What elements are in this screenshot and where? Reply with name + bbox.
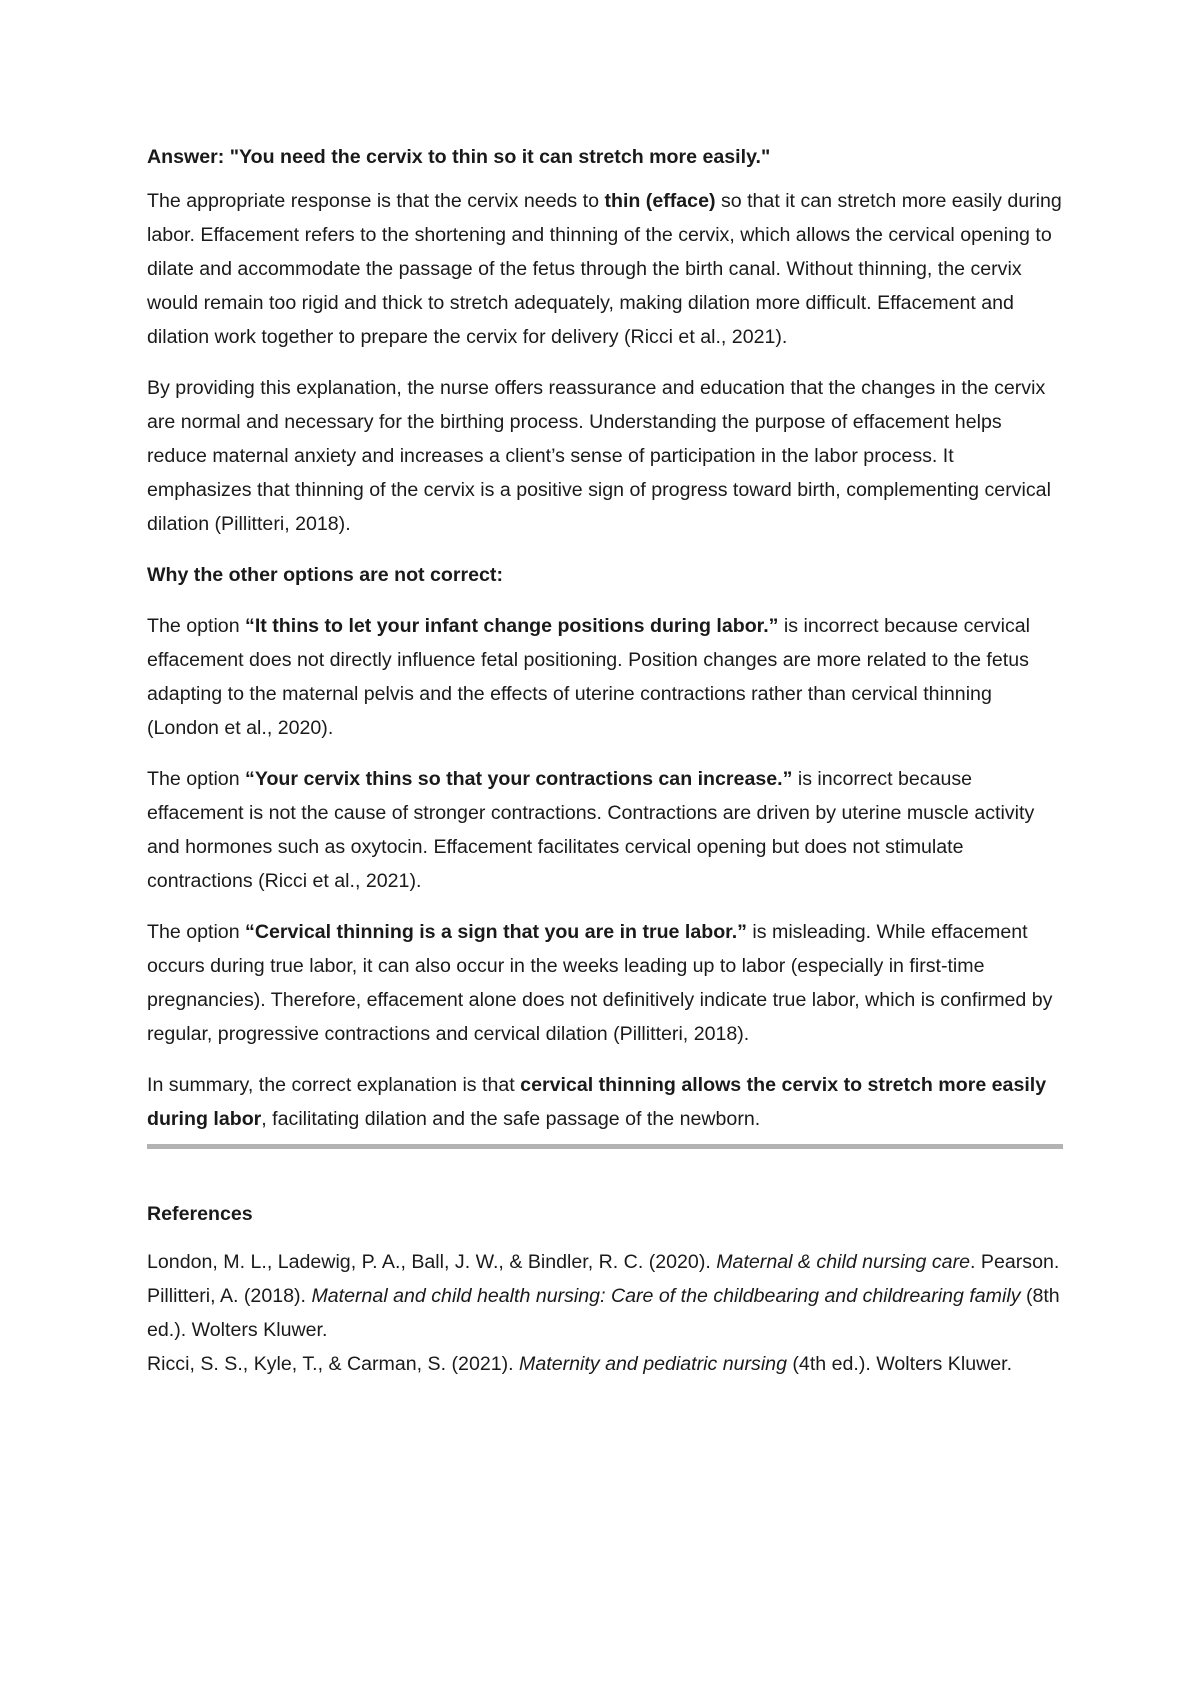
paragraph-text: The option: [147, 921, 246, 943]
paragraph-text: , facilitating dilation and the safe passage of the newborn.: [261, 1108, 761, 1130]
paragraph-text: In summary, the correct explanation is that: [147, 1074, 521, 1096]
summary-bold: cervical thinning allows the cervix to stretch more easily during labor: [147, 1074, 1047, 1130]
bold-term: thin (efface): [604, 190, 716, 212]
document-body: [147, 140, 1063, 1381]
reference-title: Maternal & child nursing care: [716, 1251, 970, 1273]
reference-title: Maternal and child health nursing: Care of the childbearing and childrearing family: [311, 1285, 1021, 1307]
paragraph-text: is misleading. While effacement occurs during true labor, it can also occur in the weeks leading up to labor (especially in first-time pregnancies). Therefore, effacement alone does not definitively indicate true labor, which is confirmed by regular, progressive contractions and cervical dilation (Pillitteri, 2018).: [147, 921, 1053, 1045]
option-quote: “Your cervix thins so that your contractions can increase.”: [245, 768, 793, 790]
reference-item: [147, 1279, 1063, 1347]
option-quote: “It thins to let your infant change positions during labor.”: [245, 615, 779, 637]
option-paragraph-2: [147, 762, 1063, 898]
answer-heading: Answer: "You need the cervix to thin so it can stretch more easily.": [147, 146, 771, 168]
why-heading: Why the other options are not correct:: [147, 564, 503, 586]
reference-title: Maternity and pediatric nursing: [519, 1353, 787, 1375]
reference-text: (4th ed.). Wolters Kluwer.: [786, 1353, 1013, 1375]
reference-item: [147, 1245, 1063, 1279]
paragraph-text: The option: [147, 615, 246, 637]
reference-text: . Pearson.: [970, 1251, 1060, 1273]
reassurance-paragraph: By providing this explanation, the nurse offers reassurance and education that the changes in the cervix are normal and necessary for the birthing process. Understanding the purpose of effacement helps reduce maternal anxiety and increases a client’s sense of participation in the labor process. It emphasizes that thinning of the cervix is a positive sign of progress toward birth, complementing cervical dilation (Pillitteri, 2018).: [147, 377, 1051, 535]
reference-text: Pillitteri, A. (2018).: [147, 1285, 312, 1307]
summary-paragraph: [147, 1068, 1063, 1136]
option-paragraph-3: [147, 915, 1063, 1051]
paragraph-text: is incorrect because effacement is not the cause of stronger contractions. Contractions are driven by uterine muscle activity and hormones such as oxytocin. Effacement facilitates cervical opening but does not stimulate contractions (Ricci et al., 2021).: [147, 768, 1035, 892]
reference-text: (8th ed.). Wolters Kluwer.: [147, 1285, 1060, 1341]
reference-text: London, M. L., Ladewig, P. A., Ball, J. W., & Bindler, R. C. (2020).: [147, 1251, 717, 1273]
paragraph-text: is incorrect because cervical effacement does not directly influence fetal positioning. Position changes are more related to the fetus adapting to the maternal pelvis and the effects of uterine contractions rather than cervical thinning (London et al., 2020).: [147, 615, 1031, 739]
paragraph-text: The appropriate response is that the cervix needs to: [147, 190, 605, 212]
references-list: [147, 1245, 1063, 1381]
reference-text: Ricci, S. S., Kyle, T., & Carman, S. (2021).: [147, 1353, 520, 1375]
horizontal-divider: [147, 1144, 1063, 1149]
reference-item: [147, 1347, 1063, 1381]
references-heading: References: [147, 1203, 253, 1225]
paragraph-text: so that it can stretch more easily during labor. Effacement refers to the shortening and thinning of the cervix, which allows the cervical opening to dilate and accommodate the passage of the fetus through the birth canal. Without thinning, the cervix would remain too rigid and thick to stretch adequately, making dilation more difficult. Effacement and dilation work together to prepare the cervix for delivery (Ricci et al., 2021).: [147, 190, 1062, 348]
option-quote: “Cervical thinning is a sign that you are in true labor.”: [245, 921, 747, 943]
paragraph-text: The option: [147, 768, 246, 790]
option-paragraph-1: [147, 609, 1063, 745]
explanation-paragraph: [147, 184, 1063, 354]
